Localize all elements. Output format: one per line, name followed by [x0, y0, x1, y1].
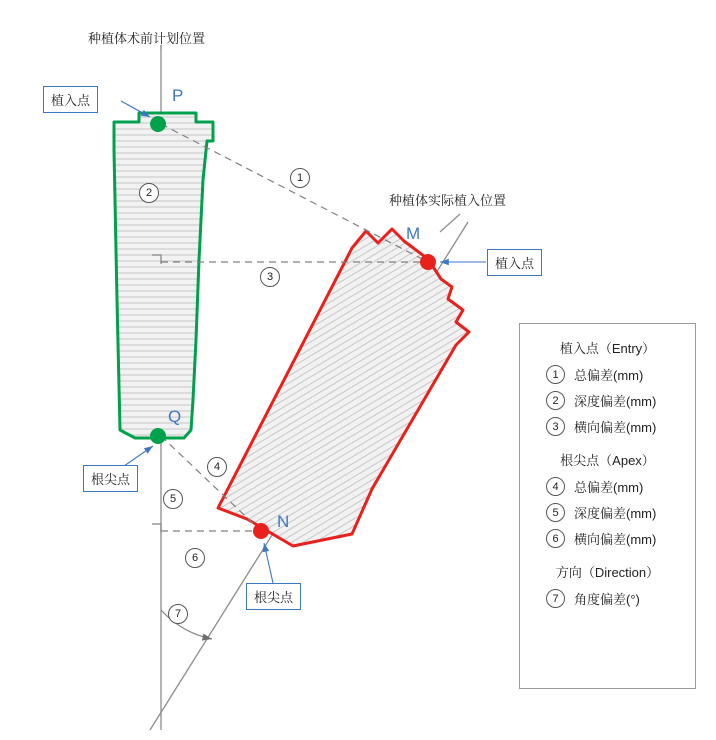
legend-panel [519, 323, 696, 689]
legend-label-1: 总偏差(mm) [574, 368, 644, 383]
legend-label-2: 深度偏差(mm) [574, 394, 657, 409]
legend-item-1 [546, 365, 695, 384]
apex-actual-callout-leader [264, 543, 273, 583]
apex-planned-callout-leader [124, 446, 153, 466]
legend-label-5: 深度偏差(mm) [574, 506, 657, 521]
point-p-marker [150, 116, 166, 132]
legend-badge-4: 4 [546, 477, 565, 496]
point-n-marker [253, 523, 269, 539]
legend-badge-1: 1 [546, 365, 565, 384]
marker-3: 3 [260, 267, 280, 287]
entry-planned-callout-leader [121, 101, 150, 117]
marker-7: 7 [168, 604, 188, 624]
legend-item-4 [546, 477, 695, 496]
point-label-m: M [406, 224, 421, 243]
marker-2: 2 [139, 183, 159, 203]
callout-apex-planned: 根尖点 [83, 465, 138, 492]
point-m-marker [420, 254, 436, 270]
actual-title-leader [440, 214, 460, 232]
callout-entry-planned: 植入点 [43, 86, 98, 113]
legend-badge-5: 5 [546, 503, 565, 522]
legend-badge-7: 7 [546, 589, 565, 608]
legend-heading-entry: 植入点（Entry） [559, 341, 656, 356]
marker-6: 6 [185, 548, 205, 568]
legend-item-3 [546, 417, 695, 436]
legend-item-7 [546, 589, 695, 608]
legend-label-7: 角度偏差(°) [574, 592, 640, 607]
legend-label-4: 总偏差(mm) [574, 480, 644, 495]
legend-label-3: 横向偏差(mm) [574, 420, 657, 435]
legend-label-6: 横向偏差(mm) [574, 532, 657, 547]
legend-item-5 [546, 503, 695, 522]
legend-item-6 [546, 529, 695, 548]
callout-entry-actual: 植入点 [487, 249, 542, 276]
point-label-q: Q [168, 407, 182, 426]
marker-5: 5 [163, 489, 183, 509]
right-angle-mark-apex [152, 524, 161, 533]
legend-badge-3: 3 [546, 417, 565, 436]
planned-implant-outline [114, 113, 213, 438]
marker-4: 4 [207, 457, 227, 477]
callout-apex-actual: 根尖点 [246, 583, 301, 610]
actual-implant-outline [218, 229, 469, 546]
legend-item-2 [546, 391, 695, 410]
legend-heading-direction: 方向（Direction） [555, 565, 660, 580]
planned-position-title: 种植体术前计划位置 [88, 31, 206, 46]
point-label-p: P [172, 86, 184, 105]
point-label-n: N [277, 512, 290, 531]
actual-position-title: 种植体实际植入位置 [389, 193, 507, 208]
legend-badge-6: 6 [546, 529, 565, 548]
point-q-marker [150, 428, 166, 444]
marker-1: 1 [290, 168, 310, 188]
legend-heading-apex: 根尖点（Apex） [560, 453, 655, 468]
legend-badge-2: 2 [546, 391, 565, 410]
